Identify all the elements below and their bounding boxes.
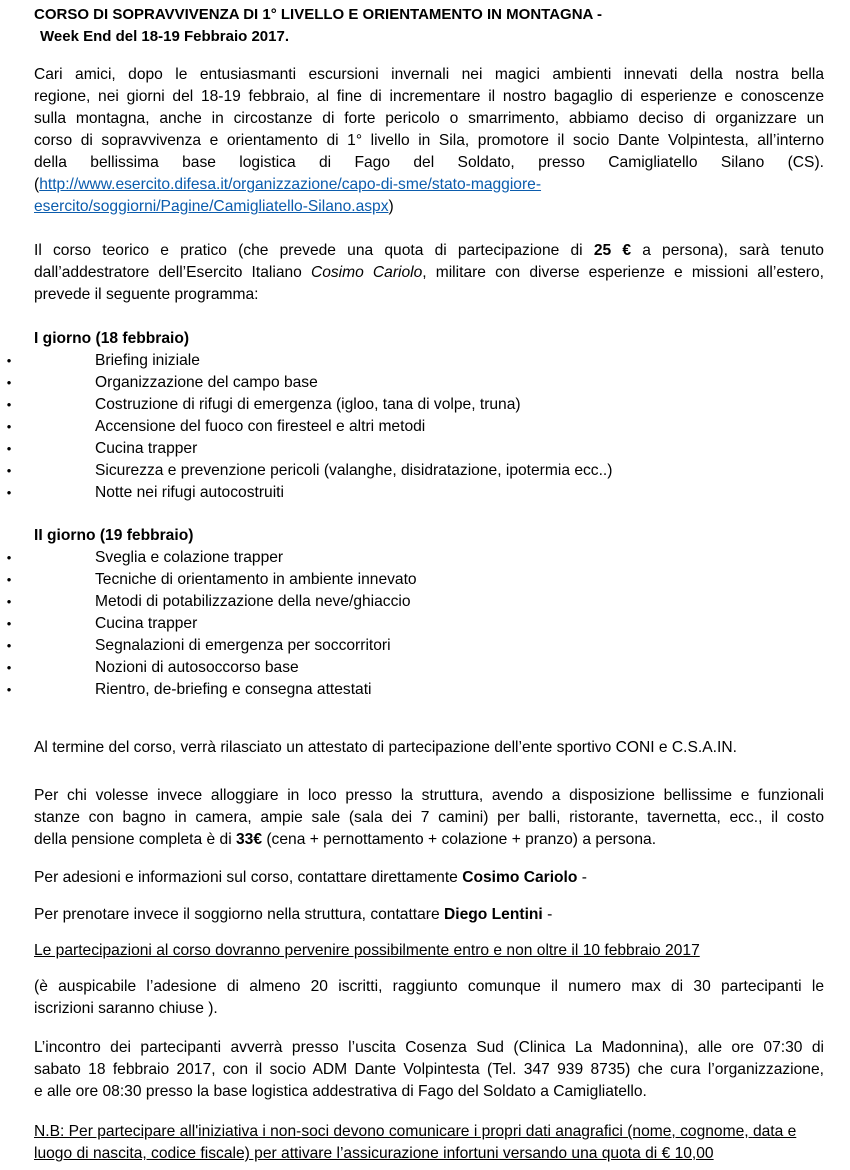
list-item-text: Accensione del fuoco con firesteel e altri metodi — [95, 418, 426, 435]
list-item-text: Notte nei rifugi autocostruiti — [95, 484, 284, 501]
list-item — [0, 438, 820, 460]
intro-link-line — [34, 196, 824, 218]
contact-text: Per prenotare invece il soggiorno nella struttura, contattare — [34, 906, 444, 923]
list-item-text: Nozioni di autosoccorso base — [95, 659, 299, 676]
contact-lodging-paragraph — [34, 904, 824, 926]
list-item-text: Cucina trapper — [95, 440, 198, 457]
bullet-icon: • — [6, 485, 12, 500]
course-line: prevede il seguente programma: — [34, 286, 259, 303]
bullet-icon: • — [6, 638, 12, 653]
meeting-line: sabato 18 febbraio 2017, con il socio ADM Dante Volpintesta (Tel. 347 939 8735) che cura l’organizzazione, — [34, 1061, 824, 1078]
meeting-paragraph — [34, 1037, 824, 1103]
lodging-price: 33€ — [236, 831, 263, 848]
list-item — [0, 679, 820, 701]
contact-tail: - — [542, 906, 553, 923]
bullet-icon: • — [6, 550, 12, 565]
list-item-text: Metodi di potabilizzazione della neve/ghiaccio — [95, 593, 411, 610]
list-item-text: Rientro, de-briefing e consegna attestati — [95, 681, 372, 698]
bullet-icon: • — [6, 463, 12, 478]
list-item-text: Costruzione di rifugi di emergenza (igloo, tana di volpe, truna) — [95, 396, 521, 413]
note-line: N.B: Per partecipare all'iniziativa i non-soci devono comunicare i propri dati anagrafici (nome, cognome, — [34, 1123, 749, 1140]
paren-close: ) — [388, 198, 394, 215]
intro-line: corso di sopravvivenza e orientamento di 1° livello in Sila, promotore il socio Dante Volpintesta, all’interno — [34, 132, 824, 149]
lodging-line — [34, 829, 824, 851]
list-item-text: Briefing iniziale — [95, 352, 200, 369]
list-item — [0, 547, 820, 569]
bullet-icon: • — [6, 616, 12, 631]
day2-list — [0, 547, 820, 701]
list-item — [0, 460, 820, 482]
course-line — [34, 262, 824, 284]
list-item-text: Sicurezza e prevenzione pericoli (valanghe, disidratazione, ipotermia ecc..) — [95, 462, 613, 479]
list-item — [0, 635, 820, 657]
list-item — [0, 657, 820, 679]
bullet-icon: • — [6, 397, 12, 412]
list-item — [0, 372, 820, 394]
meeting-line: L’incontro dei partecipanti avverrà presso l’uscita Cosenza Sud (Clinica La Madonnina), alle ore 07:30 di — [34, 1039, 824, 1056]
contact-name: Cosimo Cariolo — [462, 869, 578, 886]
course-text: dall’addestratore dell’Esercito Italiano — [34, 264, 311, 281]
participants-line: (è auspicabile l’adesione di almeno 20 iscritti, raggiunto comunque il numero max di 30 partecipanti le — [34, 978, 824, 995]
camigliatello-link[interactable]: http://www.esercito.difesa.it/organizzazione/capo-di-sme/stato-maggiore- — [39, 176, 542, 193]
instructor-name: Cosimo Cariolo — [310, 264, 423, 281]
list-item — [0, 591, 820, 613]
course-price: 25 € — [593, 242, 632, 259]
paren-open: ( — [34, 176, 40, 193]
note-line: data e luogo di nascita, codice fiscale) per attivare l’assicurazione infortuni versando una quota di € 10,00 — [34, 1123, 797, 1162]
course-text: a persona), sarà tenuto — [631, 242, 824, 259]
bullet-icon: • — [6, 594, 12, 609]
note-paragraph — [34, 1121, 824, 1165]
bullet-icon: • — [6, 682, 12, 697]
bullet-icon: • — [6, 353, 12, 368]
intro-line: della bellissima base logistica di Fago del Soldato, presso Camigliatello Silano (CS). — [34, 154, 824, 171]
list-item — [0, 613, 820, 635]
intro-line: Cari amici, dopo le entusiasmanti escursioni invernali nei magici ambienti innevati della nostra bella — [34, 66, 824, 83]
bullet-icon: • — [6, 419, 12, 434]
lodging-text: della pensione completa è di — [34, 831, 236, 848]
meeting-line: e alle ore 08:30 presso la base logistica addestrativa di Fago del Soldato a Camigliatello. — [34, 1083, 647, 1100]
contact-tail: - — [577, 869, 587, 886]
list-item — [0, 482, 820, 504]
lodging-line: stanze con bagno in camera, ampie sale (sala dei 7 camini) per balli, ristorante, tavernetta, ecc., il costo — [34, 809, 824, 826]
bullet-icon: • — [6, 441, 12, 456]
intro-link-line — [34, 174, 824, 196]
lodging-text: (cena + pernottamento + colazione + pranzo) a persona. — [262, 831, 657, 848]
day2-heading: II giorno (19 febbraio) — [34, 527, 194, 544]
list-item — [0, 350, 820, 372]
title-line-1: CORSO DI SOPRAVVIVENZA DI 1° LIVELLO E ORIENTAMENTO IN MONTAGNA - — [34, 6, 602, 23]
bullet-icon: • — [6, 572, 12, 587]
intro-paragraph — [34, 64, 824, 218]
participants-line: iscrizioni saranno chiuse ). — [34, 1000, 218, 1017]
certificate-paragraph: Al termine del corso, verrà rilasciato un attestato di partecipazione dell’ente sportivo CONI e C.S.A.IN. — [34, 739, 737, 756]
day1-heading: I giorno (18 febbraio) — [34, 330, 190, 347]
course-text: , militare con diverse esperienze e missioni all’estero, — [422, 264, 824, 281]
lodging-paragraph — [34, 785, 824, 851]
bullet-icon: • — [6, 660, 12, 675]
course-text: Il corso teorico e pratico (che prevede una quota di partecipazione di — [34, 242, 594, 259]
list-item-text: Sveglia e colazione trapper — [95, 549, 284, 566]
camigliatello-link-cont[interactable]: esercito/soggiorni/Pagine/Camigliatello-Silano.aspx — [34, 198, 389, 215]
list-item-text: Segnalazioni di emergenza per soccorritori — [95, 637, 391, 654]
lodging-line: Per chi volesse invece alloggiare in loco presso la struttura, avendo a disposizione bellissime e funzionali — [34, 787, 824, 804]
title-line-2: Week End del 18-19 Febbraio 2017. — [40, 28, 289, 45]
list-item-text: Tecniche di orientamento in ambiente innevato — [95, 571, 417, 588]
list-item — [0, 416, 820, 438]
document-title — [34, 4, 824, 48]
intro-line: regione, nei giorni del 18-19 febbraio, al fine di incrementare il nostro bagaglio di esperienze e conoscenze — [34, 88, 824, 105]
list-item — [0, 569, 820, 591]
course-line — [34, 240, 824, 262]
list-item-text: Cucina trapper — [95, 615, 198, 632]
deadline-paragraph: Le partecipazioni al corso dovranno pervenire possibilmente entro e non oltre il 10 febbraio 2017 — [34, 942, 700, 959]
day1-list — [0, 350, 820, 504]
intro-line: sulla montagna, anche in circostanze di forte pericolo o smarrimento, abbiamo deciso di organizzare un — [34, 110, 824, 127]
contact-course-paragraph — [34, 867, 824, 889]
participants-paragraph — [34, 976, 824, 1020]
bullet-icon: • — [6, 375, 12, 390]
contact-text: Per adesioni e informazioni sul corso, contattare direttamente — [34, 869, 463, 886]
list-item — [0, 394, 820, 416]
list-item-text: Organizzazione del campo base — [95, 374, 318, 391]
contact-name: Diego Lentini — [444, 906, 543, 923]
course-paragraph — [34, 240, 824, 306]
